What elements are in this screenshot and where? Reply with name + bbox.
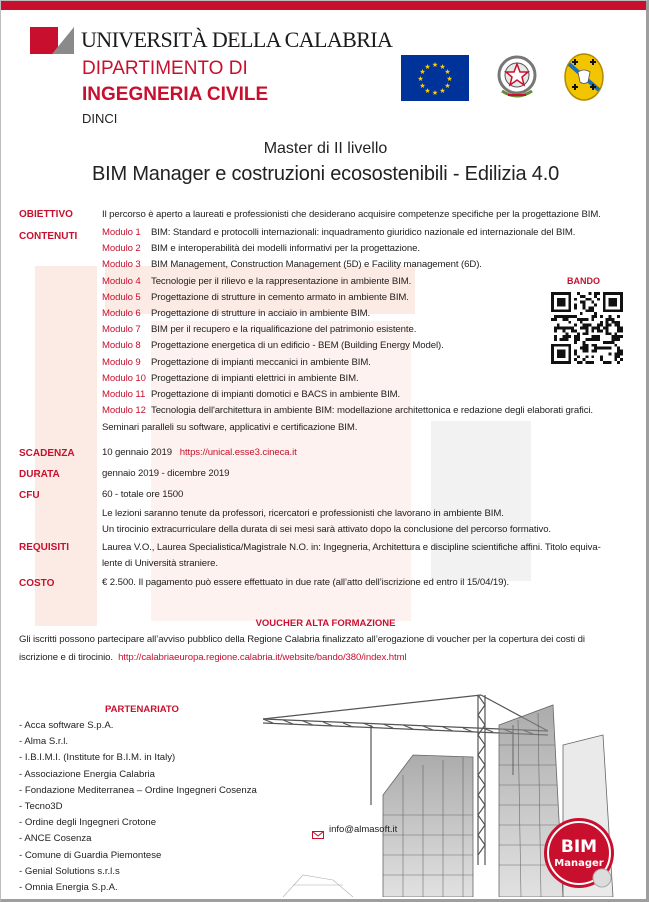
voucher-text-line2-start: iscrizione e di tirocinio. — [19, 652, 113, 663]
module-row — [102, 324, 416, 335]
partner-item: - Associazione Energia Calabria — [19, 768, 155, 780]
svg-text:★: ★ — [439, 63, 446, 71]
svg-text:★: ★ — [431, 89, 439, 97]
module-number: Modulo 7 — [102, 324, 141, 336]
bando-label: BANDO — [567, 276, 600, 286]
svg-text:★: ★ — [417, 75, 424, 83]
requirements-line: lente di Università straniere. — [102, 558, 218, 569]
svg-text:★: ★ — [444, 82, 451, 90]
svg-text:★: ★ — [439, 87, 446, 95]
partnership-title: PARTENARIATO — [105, 704, 179, 715]
module-number: Modulo 1 — [102, 227, 141, 238]
deadline-row — [102, 447, 297, 458]
watermark-shape — [105, 266, 415, 314]
module-row — [102, 389, 400, 400]
requirements-line: Le lezioni saranno tenute da professori, ricercatori e professionisti che lavorano in ambiente BIM. — [102, 508, 504, 519]
master-level: Master di II livello — [263, 140, 388, 157]
voucher-title: VOUCHER ALTA FORMAZIONE — [255, 618, 396, 629]
module-description: BIM per il recupero e la riqualificazione del patrimonio esistente. — [151, 324, 417, 336]
module-description: BIM Management, Construction Management (5D) e Facility management (6D). — [151, 259, 482, 271]
module-row — [102, 340, 444, 351]
requirements-line: Laurea V.O., Laurea Specialistica/Magistrale N.O. in: Ingegneria, Architettura e discipline scientifiche affini. Titolo equiva- — [102, 542, 601, 553]
contents-label: CONTENUTI — [19, 231, 78, 242]
partner-item: - Comune di Guardia Piemontese — [19, 849, 162, 861]
partner-item: - Alma S.r.l. — [19, 736, 69, 748]
watermark-shape — [431, 421, 531, 581]
qr-code-icon[interactable] — [551, 292, 623, 364]
department-name-line1: DIPARTIMENTO DI — [82, 58, 248, 79]
module-number: Modulo 12 — [102, 405, 146, 417]
badge-line2: Manager — [554, 858, 604, 869]
module-row — [102, 259, 482, 270]
cost-text: € 2.500. Il pagamento può essere effettuato in due rate (all’atto dell’iscrizione ed entro il 15/04/19). — [102, 577, 510, 588]
svg-text:★: ★ — [424, 63, 431, 71]
objective-text: Il percorso è aperto a laureati e professionisti che desiderano acquisire competenze specifiche per la progettazione BIM. — [102, 209, 601, 220]
partner-item: - ANCE Cosenza — [19, 833, 92, 845]
duration-label: DURATA — [19, 469, 60, 480]
module-row — [102, 405, 593, 416]
cfu-label: CFU — [19, 490, 40, 501]
seminars-text: Seminari paralleli su software, applicativi e certificazione BIM. — [102, 422, 358, 433]
module-row — [102, 292, 409, 303]
module-description: BIM: Standard e protocolli internazionali: inquadramento giuridico nazionale ed internazionale del BIM. — [151, 227, 576, 238]
module-description: Tecnologia dell'architettura in ambiente BIM: modellazione architettonica e redazione degli elaborati grafici. — [151, 405, 593, 417]
bim-manager-badge-icon — [542, 816, 616, 890]
voucher-link[interactable]: http://calabriaeuropa.regione.calabria.it/website/bando/380/index.html — [118, 652, 407, 663]
contact-email[interactable]: info@almasoft.it — [329, 824, 398, 835]
voucher-text-line1: Gli iscritti possono partecipare all’avviso pubblico della Regione Calabria finalizzato all’erogazione di voucher per la copertura dei costi di — [19, 634, 585, 645]
requirements-label: REQUISITI — [19, 542, 70, 553]
module-description: Progettazione di impianti domotici e BACS in ambiente BIM. — [151, 389, 401, 400]
course-title: BIM Manager e costruzioni ecosostenibili - Edilizia 4.0 — [92, 163, 559, 185]
mail-icon — [312, 826, 324, 834]
partner-item: - I.B.I.M.I. (Institute for B.I.M. in Italy) — [19, 752, 176, 764]
requirements-line: Un tirocinio extracurriculare della durata di sei mesi sarà attivato dopo la conclusione del percorso formativo. — [102, 524, 551, 535]
partner-item: - Omnia Energia S.p.A. — [19, 882, 118, 893]
partner-item: - Fondazione Mediterranea – Ordine Ingegneri Cosenza — [19, 784, 257, 796]
module-row — [102, 308, 370, 319]
department-acronym: DINCI — [82, 111, 118, 126]
cost-label: COSTO — [19, 578, 55, 589]
eu-flag-icon — [401, 55, 469, 101]
module-description: Progettazione di impianti meccanici in ambiente BIM. — [151, 356, 371, 368]
university-name: UNIVERSITÀ DELLA CALABRIA — [81, 27, 393, 52]
enrollment-link[interactable]: https://unical.esse3.cineca.it — [179, 447, 297, 458]
module-number: Modulo 11 — [102, 389, 146, 400]
partner-item: - Tecno3D — [19, 801, 63, 812]
unical-logo-icon — [30, 27, 75, 54]
duration-text: gennaio 2019 - dicembre 2019 — [102, 468, 230, 479]
svg-text:★: ★ — [446, 75, 453, 83]
module-number: Modulo 8 — [102, 340, 141, 352]
calabria-region-crest-icon — [561, 50, 607, 102]
module-row — [102, 227, 575, 238]
voucher-text-line2 — [19, 652, 407, 663]
module-number: Modulo 5 — [102, 291, 141, 303]
module-row — [102, 276, 411, 287]
cfu-text: 60 - totale ore 1500 — [102, 489, 184, 500]
module-description: Progettazione di strutture in acciaio in ambiente BIM. — [151, 308, 371, 319]
svg-text:★: ★ — [419, 82, 426, 90]
watermark-shape — [35, 266, 97, 626]
svg-text:★: ★ — [419, 68, 426, 76]
module-number: Modulo 4 — [102, 275, 141, 287]
module-description: Progettazione di impianti elettrici in ambiente BIM. — [151, 372, 359, 384]
module-row — [102, 357, 371, 368]
module-number: Modulo 9 — [102, 356, 141, 368]
objective-label: OBIETTIVO — [19, 209, 73, 220]
module-row — [102, 373, 359, 384]
module-description: Tecnologie per il rilievo e la rappresentazione in ambiente BIM. — [151, 275, 412, 287]
department-name-line2: INGEGNERIA CIVILE — [82, 84, 269, 105]
module-number: Modulo 2 — [102, 243, 141, 255]
module-number: Modulo 6 — [102, 308, 141, 319]
svg-text:★: ★ — [424, 87, 431, 95]
partner-item: - Ordine degli Ingegneri Crotone — [19, 817, 157, 829]
module-description: Progettazione di strutture in cemento armato in ambiente BIM. — [151, 291, 409, 303]
module-number: Modulo 3 — [102, 259, 141, 271]
italian-republic-emblem-icon — [494, 51, 540, 101]
top-red-bar — [1, 1, 646, 10]
module-description: Progettazione energetica di un edificio - BEM (Building Energy Model). — [151, 340, 444, 352]
partner-item: - Genial Solutions s.r.l.s — [19, 865, 120, 877]
module-number: Modulo 10 — [102, 372, 146, 384]
svg-text:★: ★ — [431, 61, 439, 69]
deadline-date: 10 gennaio 2019 — [102, 447, 172, 458]
module-row — [102, 243, 420, 254]
svg-text:★: ★ — [444, 68, 451, 76]
badge-line1: BIM — [560, 837, 598, 857]
deadline-label: SCADENZA — [19, 448, 75, 459]
partner-item: - Acca software S.p.A. — [19, 720, 114, 731]
module-description: BIM e interoperabilità dei modelli informativi per la progettazione. — [151, 243, 420, 255]
